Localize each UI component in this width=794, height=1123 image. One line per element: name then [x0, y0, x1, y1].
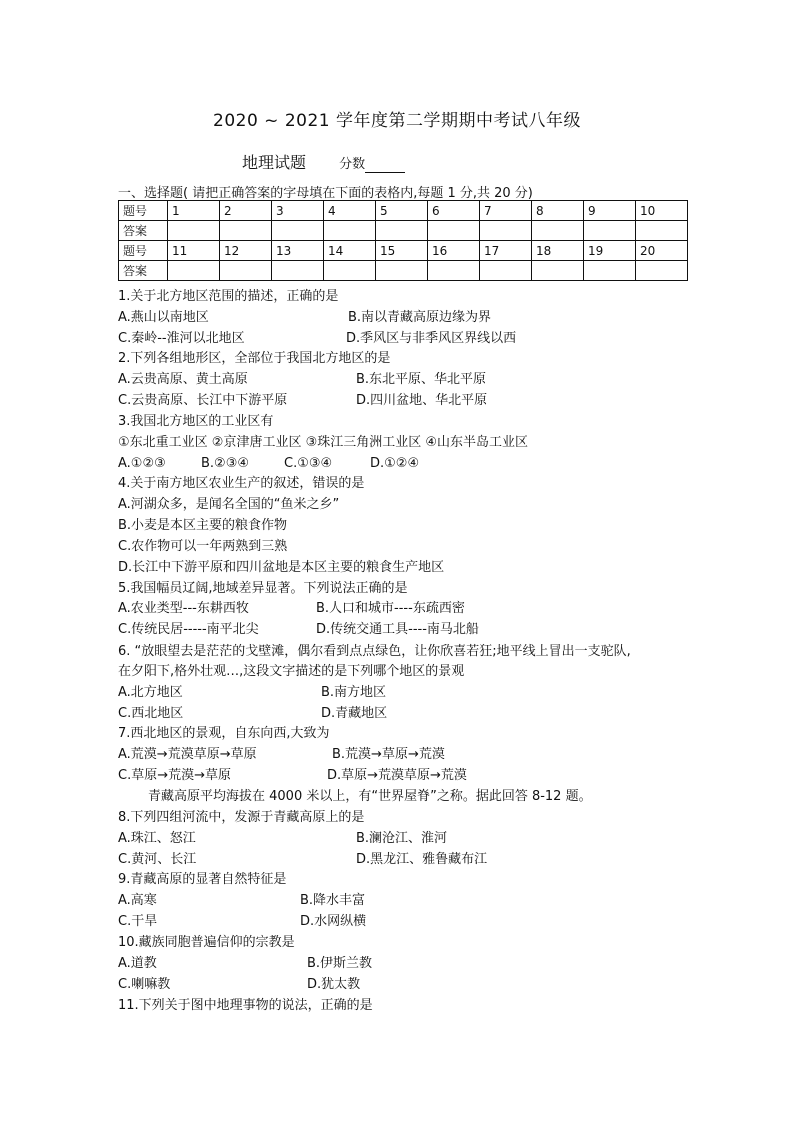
question-2-stem: 2.下列各组地形区，全部位于我国北方地区的是: [118, 351, 391, 366]
question-number-cell: 9: [584, 201, 636, 221]
question-10-option-b: B.伊斯兰教: [307, 956, 373, 971]
answer-cell[interactable]: [376, 261, 428, 281]
question-number-cell: 7: [480, 201, 532, 221]
answer-cell[interactable]: [220, 261, 272, 281]
question-9-stem: 9.青藏高原的显著自然特征是: [118, 872, 287, 887]
question-number-cell: 3: [272, 201, 324, 221]
question-number-cell: 15: [376, 241, 428, 261]
question-3-list: ①东北重工业区 ②京津唐工业区 ③珠江三角洲工业区 ④山东半岛工业区: [118, 435, 529, 450]
question-number-cell: 14: [324, 241, 376, 261]
question-6-option-b: B.南方地区: [321, 685, 387, 700]
subject-label: 地理试题: [242, 153, 307, 172]
question-1-stem: 1.关于北方地区范围的描述，正确的是: [118, 289, 339, 304]
question-7-stem: 7.西北地区的景观，自东向西,大致为: [118, 726, 330, 741]
score-blank: [365, 153, 405, 173]
question-7-option-b: B.荒漠→草原→荒漠: [332, 747, 445, 762]
question-9-option-a: A.高寒: [118, 893, 157, 908]
answer-cell[interactable]: [168, 221, 220, 241]
answer-cell[interactable]: [272, 221, 324, 241]
answer-cell[interactable]: [324, 221, 376, 241]
answer-cell[interactable]: [584, 221, 636, 241]
question-8-option-c: C.黄河、长江: [118, 852, 197, 867]
question-6-option-c: C.西北地区: [118, 706, 184, 721]
question-3-option-b: B.②③④: [201, 456, 250, 471]
score-label: 分数: [339, 157, 366, 172]
answer-cell[interactable]: [480, 261, 532, 281]
question-number-cell: 20: [636, 241, 688, 261]
question-number-cell: 17: [480, 241, 532, 261]
table-row: [119, 261, 688, 281]
answer-cell[interactable]: [428, 261, 480, 281]
question-number-cell: 1: [168, 201, 220, 221]
row-label-answer: 答案: [119, 221, 168, 241]
question-6-stem-continued: 在夕阳下,格外壮观…,这段文字描述的是下列哪个地区的景观: [118, 664, 465, 679]
question-number-cell: 16: [428, 241, 480, 261]
question-2-option-d: D.四川盆地、华北平原: [356, 393, 488, 408]
answer-cell[interactable]: [272, 261, 324, 281]
answer-cell[interactable]: [480, 221, 532, 241]
question-9-option-b: B.降水丰富: [300, 893, 366, 908]
question-10-stem: 10.藏族同胞普遍信仰的宗教是: [118, 935, 295, 950]
subject-title: [242, 150, 405, 173]
question-7-option-c: C.草原→荒漠→草原: [118, 768, 231, 783]
question-5-option-d: D.传统交通工具----南马北船: [316, 622, 479, 637]
question-1-option-a: A.燕山以南地区: [118, 310, 209, 325]
answer-cell[interactable]: [168, 261, 220, 281]
answer-cell[interactable]: [428, 221, 480, 241]
question-9-option-c: C.干旱: [118, 914, 158, 929]
row-label-number: 题号: [119, 201, 168, 221]
question-5-stem: 5.我国幅员辽阔,地域差异显著。下列说法正确的是: [118, 581, 408, 596]
question-8-option-b: B.澜沧江、淮河: [356, 831, 448, 846]
question-6-option-d: D.青藏地区: [321, 706, 388, 721]
question-8-option-d: D.黑龙江、雅鲁藏布江: [356, 852, 488, 867]
question-number-cell: 12: [220, 241, 272, 261]
question-4-option-a: A.河湖众多，是闻名全国的“鱼米之乡”: [118, 497, 340, 512]
table-row: [119, 221, 688, 241]
row-label-number: 题号: [119, 241, 168, 261]
question-2-option-c: C.云贵高原、长江中下游平原: [118, 393, 288, 408]
question-9-option-d: D.水网纵横: [300, 914, 367, 929]
question-number-cell: 10: [636, 201, 688, 221]
question-4-stem: 4.关于南方地区农业生产的叙述，错误的是: [118, 476, 365, 491]
question-number-cell: 6: [428, 201, 480, 221]
question-4-option-d: D.长江中下游平原和四川盆地是本区主要的粮食生产地区: [118, 560, 445, 575]
question-7-option-a: A.荒漠→荒漠草原→草原: [118, 747, 257, 762]
answer-cell[interactable]: [636, 261, 688, 281]
question-3-option-a: A.①②③: [118, 456, 166, 471]
question-number-cell: 13: [272, 241, 324, 261]
question-1-option-b: B.南以青藏高原边缘为界: [348, 310, 492, 325]
question-5-option-a: A.农业类型---东耕西牧: [118, 601, 249, 616]
question-6-stem: 6. “放眼望去是茫茫的戈壁滩，偶尔看到点点绿色，让你欣喜若狂;地平线上冒出一支驼队,: [118, 644, 631, 659]
question-10-option-c: C.喇嘛教: [118, 977, 171, 992]
question-number-cell: 18: [532, 241, 584, 261]
table-row: [119, 241, 688, 261]
question-number-cell: 8: [532, 201, 584, 221]
exam-title: 2020 ~ 2021 学年度第二学期期中考试八年级: [213, 111, 581, 131]
question-1-option-c: C.秦岭--淮河以北地区: [118, 331, 245, 346]
question-2-option-a: A.云贵高原、黄土高原: [118, 372, 248, 387]
answer-cell[interactable]: [636, 221, 688, 241]
question-11-stem: 11.下列关于图中地理事物的说法，正确的是: [118, 998, 373, 1013]
question-8-option-a: A.珠江、怒江: [118, 831, 196, 846]
answer-cell[interactable]: [376, 221, 428, 241]
answer-cell[interactable]: [324, 261, 376, 281]
answer-cell[interactable]: [220, 221, 272, 241]
question-5-option-b: B.人口和城市----东疏西密: [316, 601, 465, 616]
question-4-option-c: C.农作物可以一年两熟到三熟: [118, 539, 288, 554]
answer-table: [118, 200, 688, 281]
question-3-stem: 3.我国北方地区的工业区有: [118, 414, 274, 429]
row-label-answer: 答案: [119, 261, 168, 281]
answer-cell[interactable]: [532, 221, 584, 241]
question-3-option-c: C.①③④: [284, 456, 333, 471]
question-number-cell: 5: [376, 201, 428, 221]
question-10-option-a: A.道教: [118, 956, 157, 971]
question-8-stem: 8.下列四组河流中，发源于青藏高原上的是: [118, 810, 365, 825]
question-3-option-d: D.①②④: [370, 456, 420, 471]
question-2-option-b: B.东北平原、华北平原: [356, 372, 487, 387]
question-4-option-b: B.小麦是本区主要的粮食作物: [118, 518, 288, 533]
answer-cell[interactable]: [532, 261, 584, 281]
question-7-option-d: D.草原→荒漠草原→荒漠: [327, 768, 467, 783]
question-number-cell: 4: [324, 201, 376, 221]
question-number-cell: 2: [220, 201, 272, 221]
passage-text: 青藏高原平均海拔在 4000 米以上，有“世界屋脊”之称。据此回答 8-12 题。: [148, 789, 592, 804]
question-5-option-c: C.传统民居-----南平北尖: [118, 622, 259, 637]
question-1-option-d: D.季风区与非季风区界线以西: [346, 331, 517, 346]
answer-cell[interactable]: [584, 261, 636, 281]
table-row: [119, 201, 688, 221]
question-6-option-a: A.北方地区: [118, 685, 183, 700]
question-number-cell: 11: [168, 241, 220, 261]
question-10-option-d: D.犹太教: [307, 977, 361, 992]
section-heading: 一、选择题( 请把正确答案的字母填在下面的表格内,每题 1 分,共 20 分): [118, 186, 533, 201]
question-number-cell: 19: [584, 241, 636, 261]
